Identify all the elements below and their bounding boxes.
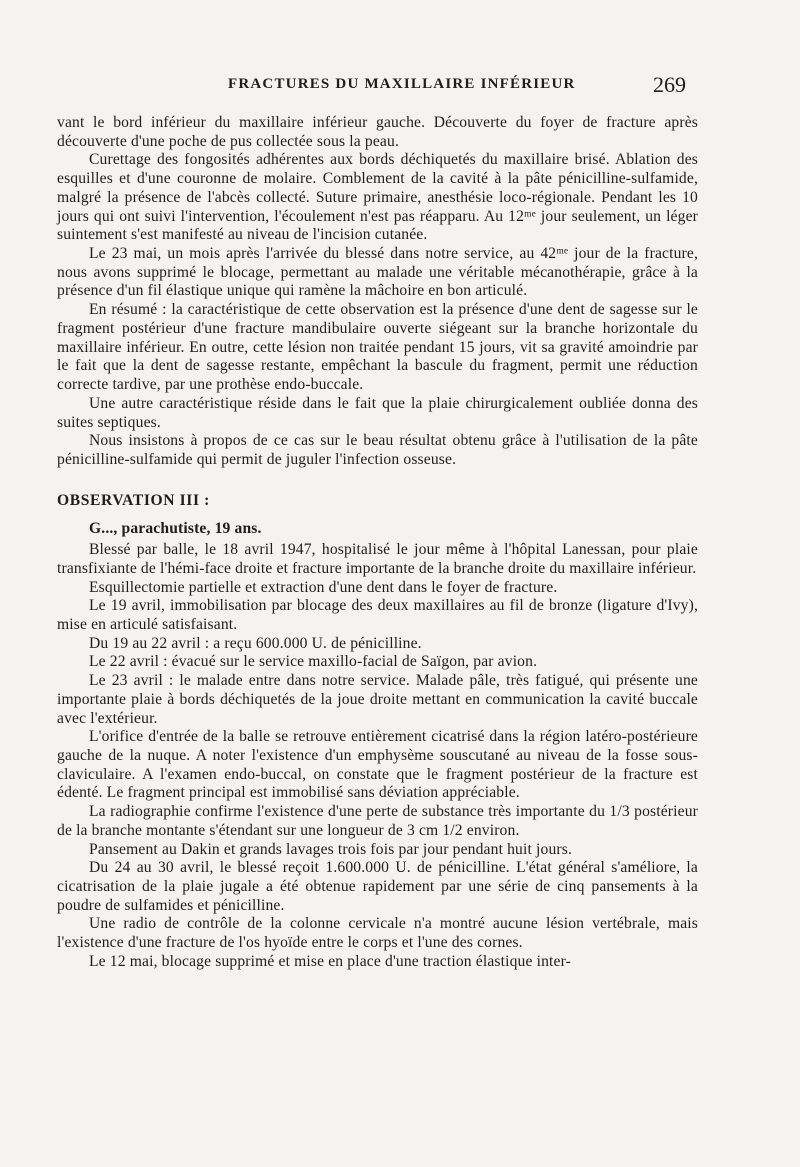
- observation-heading: OBSERVATION III :: [57, 491, 210, 509]
- paragraph: En résumé : la caractéristique de cette observation est la présence d'une dent de sagesse sur le fragment postérieur d'une fracture mandibulaire ouverte siégeant sur la branche horizontale du maxillaire inférieur. En outre, cette lésion non traitée pendant 15 jours, vit sa gravité amoindrie par le fait que la dent de sagesse restante, empêchant la bascule du fragment, permit une réduction correcte tardive, par une prothèse endo-buccale.: [57, 301, 698, 394]
- patient-line: G..., parachutiste, 19 ans.: [89, 520, 262, 538]
- paragraph: Nous insistons à propos de ce cas sur le beau résultat obtenu grâce à l'utilisation de la pâte pénicilline-sulfamide qui permit de juguler l'infection osseuse.: [57, 432, 698, 468]
- paragraph: Esquillectomie partielle et extraction d'une dent dans le foyer de fracture.: [89, 578, 558, 596]
- paragraph: Une autre caractéristique réside dans le fait que la plaie chirurgicalement oubliée donna des suites septiques.: [57, 394, 698, 431]
- paragraph: Le 22 avril : évacué sur le service maxillo-facial de Saïgon, par avion.: [89, 653, 538, 671]
- paragraph: Blessé par balle, le 18 avril 1947, hospitalisé le jour même à l'hôpital Lanessan, pour plaie transfixiante de l'hémi-face droite et fracture importante de la branche droite du maxillaire inférieur.: [57, 541, 698, 577]
- paragraph: Le 23 avril : le malade entre dans notre service. Malade pâle, très fatigué, qui présente une importante plaie à bords déchiquetés de la joue droite mettant en communication la cavité buccale avec l'extérieur.: [57, 672, 698, 727]
- paragraph: Le 12 mai, blocage supprimé et mise en place d'une traction élastique inter-: [89, 952, 571, 970]
- paragraph: Du 19 au 22 avril : a reçu 600.000 U. de pénicilline.: [89, 634, 422, 652]
- paragraph: Curettage des fongosités adhérentes aux bords déchiquetés du maxillaire brisé. Ablation des esquilles et d'une couronne de molaire. Comblement de la cavité à la pâte pénicilline-sulfamide, malgré la présence de l'abcès collecté. Suture primaire, anesthésie loco-régionale. Pendant les 10 jours qui ont suivi l'intervention, l'écoulement n'est pas réapparu. Au 12ᵐᵉ jour seulement, un léger suintement s'est manifesté au niveau de l'incision cutanée.: [57, 151, 698, 244]
- paragraph: Une radio de contrôle de la colonne cervicale n'a montré aucune lésion vertébrale, mais l'existence d'une fracture de l'os hyoïde entre le corps et l'une des cornes.: [57, 915, 698, 952]
- paragraph: vant le bord inférieur du maxillaire inférieur gauche. Découverte du foyer de fracture après découverte d'une poche de pus collectée sous la peau.: [57, 114, 698, 150]
- running-head: FRACTURES DU MAXILLAIRE INFÉRIEUR: [228, 76, 576, 92]
- page-number: 269: [653, 72, 686, 97]
- paragraph: La radiographie confirme l'existence d'une perte de substance très importante du 1/3 postérieur de la branche montante s'étendant sur une longueur de 3 cm 1/2 environ.: [57, 803, 698, 839]
- paragraph: Pansement au Dakin et grands lavages trois fois par jour pendant huit jours.: [89, 840, 573, 858]
- paragraph: L'orifice d'entrée de la balle se retrouve entièrement cicatrisé dans la région latéro-postérieure gauche de la nuque. A noter l'existence d'un emphysème souscutané au niveau de la fosse sous-claviculaire. A l'examen endo-buccal, on constate que le fragment postérieur de la fracture est édenté. Le fragment principal est immobilisé sans déviation appréciable.: [57, 728, 698, 802]
- body-text: [57, 114, 698, 972]
- paragraph: Le 23 mai, un mois après l'arrivée du blessé dans notre service, au 42ᵐᵉ jour de la fracture, nous avons supprimé le blocage, permettant au malade une véritable mécanothérapie, grâce à la présence d'un fil élastique unique qui ramène la mâchoire en bon articulé.: [57, 245, 698, 300]
- paragraph: Du 24 au 30 avril, le blessé reçoit 1.600.000 U. de pénicilline. L'état général s'améliore, la cicatrisation de la plaie jugale a été obtenue rapidement par une série de cinq pansements à la poudre de sulfamides et pénicilline.: [57, 859, 698, 914]
- paragraph: Le 19 avril, immobilisation par blocage des deux maxillaires au fil de bronze (ligature d'Ivy), mise en articulé satisfaisant.: [57, 597, 698, 633]
